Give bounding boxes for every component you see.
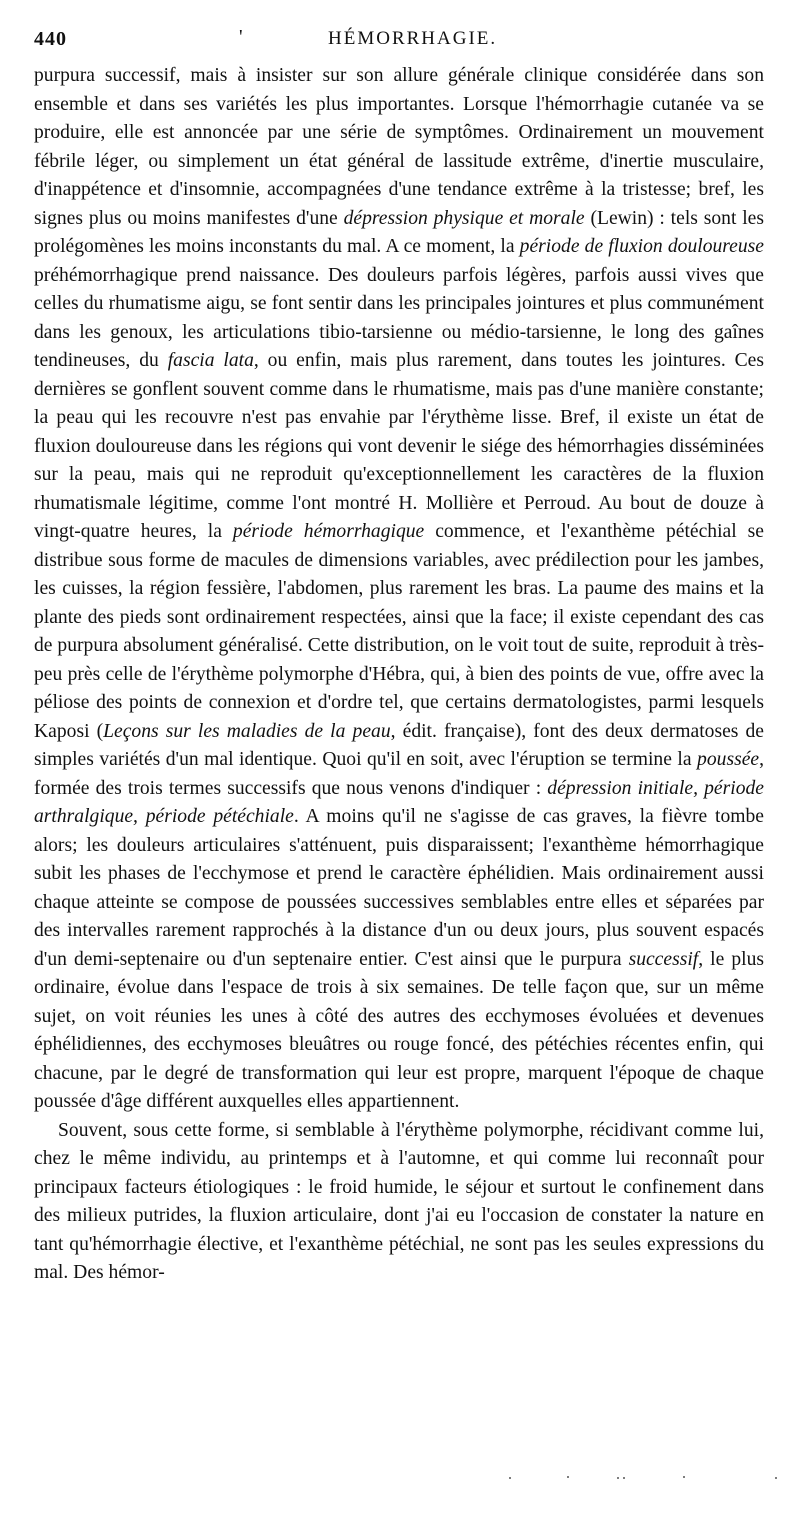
speck xyxy=(623,1477,625,1479)
italic-text: poussée xyxy=(697,749,760,770)
text-run: (Lewin) : tels sont les prolégomènes les moins inconstants du mal. A ce moment, la xyxy=(34,207,764,257)
text-run: , le plus ordinaire, évolue dans l'espace de trois à six semaines. De telle façon que, sur un même sujet, on voit réunies les unes à côté des autres des ecchymoses évoluées et devenues éphélidiennes, des ecchymoses bleuâtres ou rouge foncé, des pétéchies récentes enfin, qui chacune, par le degré de transformation qui leur est propre, marquent l'époque de chaque poussée d'âge différent auxquelles elles appartiennent. xyxy=(34,948,764,1112)
italic-text: dépression physique et morale xyxy=(343,207,585,229)
text-run: préhémorrhagique prend naissance. Des douleurs parfois légères, parfois aussi vives que celles du rhumatisme aigu, se font sentir dans les principales jointures et plus communément dans les genoux, les articulations tibio-tarsienne ou médio-tarsienne, le long des gaînes tendineuses, du xyxy=(34,264,764,371)
speck xyxy=(567,1476,569,1478)
body-text xyxy=(34,62,764,1288)
text-run: , édit. française), font des deux dermatoses de simples variétés d'un mal identique. Quoi qu'il en soit, avec l'éruption se termine la xyxy=(34,720,765,770)
page xyxy=(34,28,764,1288)
italic-text: fascia lata xyxy=(167,350,254,371)
text-run: , ou enfin, mais plus rarement, dans toutes les jointures. Ces dernières se gonflent souvent comme dans le rhumatisme, mais pas d'une manière constante; la peau qui les recouvre n'est pas envahie par l'érythème lisse. Bref, il existe un état de fluxion douloureuse dans les régions qui vont devenir le siége des hémorrhagies disséminées sur la peau, mais qui ne reproduit qu'exceptionnellement les caractères de la fluxion rhumatismale légitime, comme l'ont montré H. Mollière et Perroud. Au bout de douze à vingt-quatre heures, la xyxy=(34,350,764,542)
text-run: commence, et l'exanthème pétéchial se distribue sous forme de macules de dimensions variables, avec prédilection pour les jambes, les cuisses, la région fessière, l'abdomen, plus rarement les bras. La paume des mains et la plante des pieds sont ordinairement respectées, ainsi que la face; il existe cependant des cas de purpura absolument généralisé. Cette distribution, on le voit tout de suite, reproduit à très-peu près celle de l'érythème polymorphe d'Hébra, qui, à bien des points de vue, offre avec la péliose des points de connexion et d'ordre tel, que certains dermatologistes, parmi lesquels Kaposi ( xyxy=(34,521,764,742)
text-run: . A moins qu'il ne s'agisse de cas graves, la fièvre tombe alors; les douleurs articulaires s'atténuent, puis disparaissent; l'exanthème hémorrhagique subit les phases de l'ecchymose et prend le caractère éphélidien. Mais ordinairement aussi chaque atteinte se compose de poussées successives semblables entre elles et séparées par des intervalles rarement rapprochés à la distance d'un ou deux jours, plus souvent espacés d'un demi-septenaire ou d'un septenaire entier. C'est ainsi que le purpura xyxy=(34,806,764,970)
italic-text: dépression initiale, période arthralgique, période pétéchiale xyxy=(34,777,764,827)
running-title: HÉMORRHAGIE. xyxy=(328,28,498,49)
scan-specks xyxy=(505,1474,785,1484)
italic-text: successif xyxy=(628,948,699,970)
speck xyxy=(617,1477,619,1479)
paragraph xyxy=(34,1117,764,1288)
italic-text: période hémorrhagique xyxy=(232,521,425,542)
speck xyxy=(509,1477,511,1479)
italic-text: période de fluxion douloureuse xyxy=(519,236,765,257)
running-head xyxy=(34,28,764,62)
paragraph xyxy=(34,62,764,1117)
text-run: , formée des trois termes successifs que nous venons d'indiquer : xyxy=(34,749,764,799)
header-mark: ' xyxy=(239,26,243,48)
text-run: purpura successif, mais à insister sur son allure générale clinique considérée dans son ensemble et dans ses variétés les plus importantes. Lorsque l'hémorrhagie cutanée va se produire, elle est annoncée par une série de symptômes. Ordinairement un mouvement fébrile léger, ou simplement un état général de lassitude extrême, d'inertie musculaire, d'inappétence et d'insomnie, accompagnées d'une tendance extrême à la tristesse; bref, les signes plus ou moins manifestes d'une xyxy=(34,65,764,229)
page-number: 440 xyxy=(34,28,67,50)
text-run: Souvent, sous cette forme, si semblable à l'érythème polymorphe, récidivant comme lui, chez le même individu, au printemps et à l'automne, et qui comme lui reconnaît pour principaux facteurs étiologiques : le froid humide, le séjour et surtout le confinement dans des milieux putrides, la fluxion articulaire, dont j'ai eu l'occasion de constater la nature en tant qu'hémorrhagie élective, et l'exanthème pétéchial, ne sont pas les seules expressions du mal. Des hémor- xyxy=(34,1119,764,1283)
italic-text: Leçons sur les maladies de la peau xyxy=(103,720,391,742)
speck xyxy=(683,1476,685,1478)
speck xyxy=(775,1477,777,1479)
